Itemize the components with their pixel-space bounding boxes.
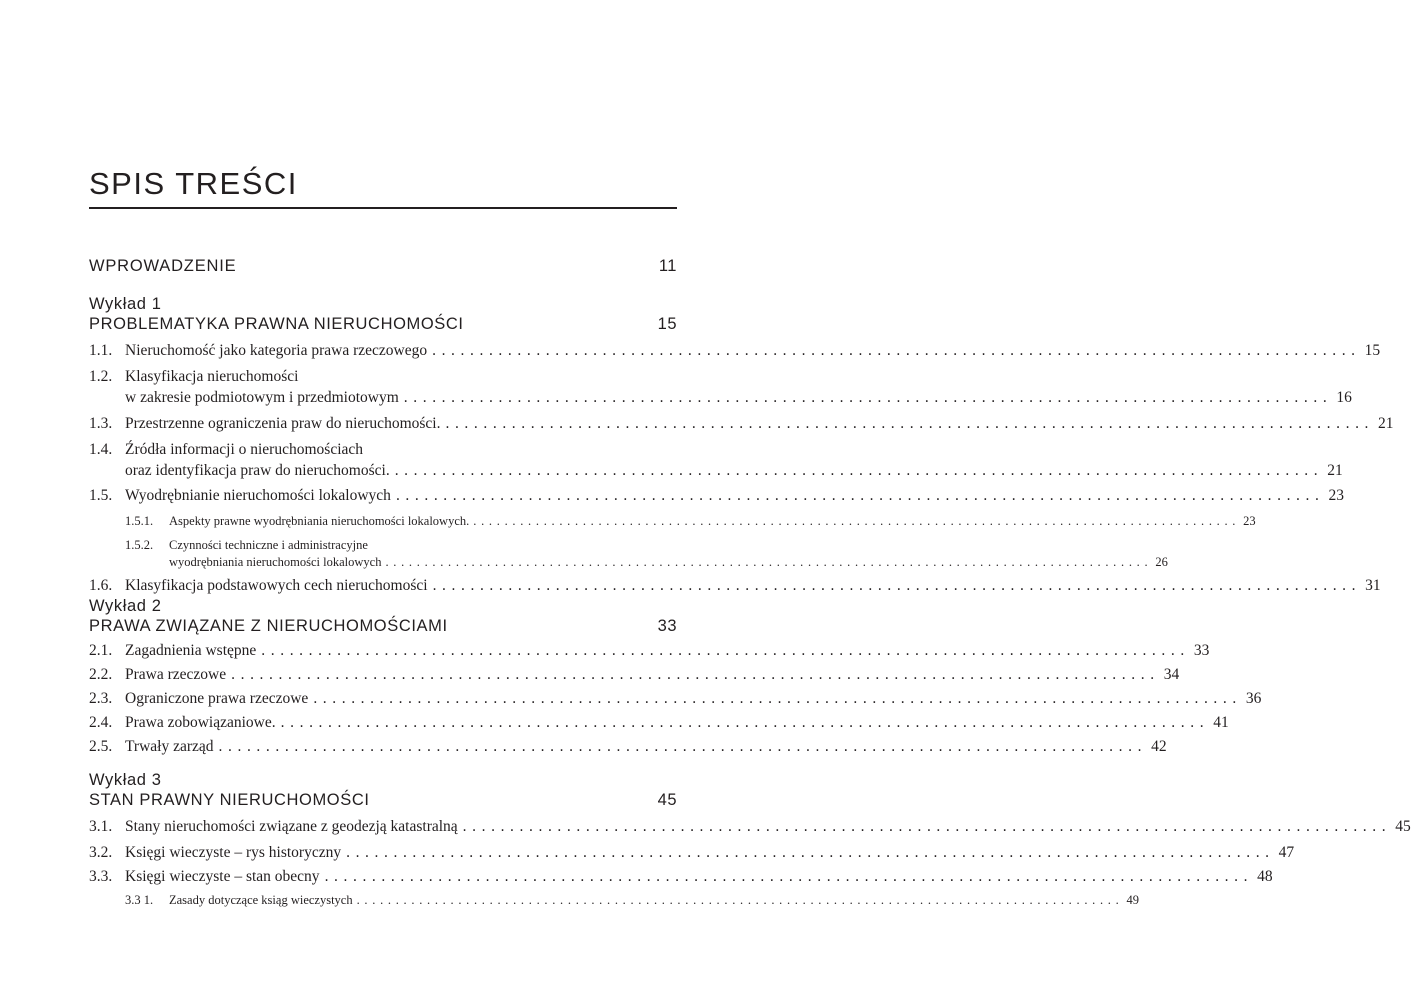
- toc-entry-2-2[interactable]: [89, 664, 1180, 685]
- intro-page: 11: [658, 257, 677, 275]
- entry-page: 16: [1336, 389, 1352, 406]
- entry-page: 42: [1151, 738, 1167, 755]
- entry-text: Prawa zobowiązaniowe.: [125, 714, 276, 731]
- toc-entry-1-3[interactable]: [89, 413, 1394, 434]
- toc-subentry-3-3-1[interactable]: [125, 892, 1139, 909]
- entry-text-cont: w zakresie podmiotowym i przedmiotowym: [125, 389, 399, 406]
- toc-entry-2-5[interactable]: [89, 736, 1167, 757]
- toc-entry-3-3[interactable]: [89, 866, 1273, 887]
- lecture-page: 33: [657, 617, 677, 635]
- entry-page: 41: [1213, 714, 1229, 731]
- lecture-3-heading[interactable]: [89, 770, 677, 810]
- subentry-text-cont: wyodrębniania nieruchomości lokalowych: [169, 555, 382, 569]
- page-title: SPIS TREŚCI: [89, 166, 298, 201]
- dot-leader: ..................................................................................................: [403, 389, 1333, 406]
- entry-number: 1.1.: [89, 342, 113, 359]
- dot-leader: ..................................................................................................: [356, 893, 1124, 907]
- dot-leader: ..................................................................................................: [218, 738, 1148, 755]
- subentry-text: Zasady dotyczące ksiąg wieczystych: [169, 893, 353, 907]
- entry-number: 2.1.: [89, 642, 113, 659]
- entry-text: Wyodrębnianie nieruchomości lokalowych: [125, 487, 391, 504]
- entry-number: 3.1.: [89, 818, 113, 835]
- lecture-label: Wykład 2: [89, 597, 162, 615]
- entry-text: Stany nieruchomości związane z geodezją katastralną: [125, 818, 458, 835]
- entry-text: Klasyfikacja podstawowych cech nieruchomości: [125, 577, 428, 594]
- entry-text: Trwały zarząd: [125, 738, 214, 755]
- entry-page: 23: [1328, 487, 1344, 504]
- subentry-page: 49: [1126, 893, 1139, 907]
- subentry-page: 23: [1243, 514, 1256, 528]
- toc-subentry-1-5-1[interactable]: [125, 513, 1256, 530]
- lecture-label: Wykład 1: [89, 295, 162, 313]
- toc-entry-2-4[interactable]: [89, 712, 1229, 733]
- subentry-number: 1.5.1.: [125, 514, 154, 528]
- toc-entry-1-5[interactable]: [89, 485, 1344, 506]
- dot-leader: ..................................................................................................: [432, 577, 1362, 594]
- toc-entry-1-6[interactable]: [89, 575, 1381, 596]
- entry-number: 2.3.: [89, 690, 113, 707]
- dot-leader: ..................................................................................................: [432, 342, 1361, 359]
- entry-text-cont: oraz identyfikacja praw do nieruchomości.: [125, 462, 390, 479]
- dot-leader: ..................................................................................................: [395, 487, 1325, 504]
- entry-page: 48: [1257, 868, 1273, 885]
- entry-page: 15: [1364, 342, 1381, 359]
- toc-entry-3-1[interactable]: [89, 816, 1411, 837]
- entry-page: 45: [1395, 818, 1411, 835]
- title-rule: [89, 207, 677, 209]
- subentry-number: 1.5.2.: [125, 538, 154, 552]
- entry-number: 2.4.: [89, 714, 113, 731]
- dot-leader: ..................................................................................................: [445, 415, 1375, 432]
- entry-text: Źródła informacji o nieruchomościach: [125, 441, 364, 458]
- entry-text: Klasyfikacja nieruchomości: [125, 368, 299, 385]
- lecture-1-heading[interactable]: [89, 294, 677, 334]
- entry-number: 1.5.: [89, 487, 113, 504]
- dot-leader: ..................................................................................................: [231, 666, 1160, 683]
- dot-leader: ..................................................................................................: [462, 818, 1392, 835]
- entry-number: 2.2.: [89, 666, 113, 683]
- entry-page: 33: [1193, 642, 1210, 659]
- entry-text: Zagadnienia wstępne: [125, 642, 257, 659]
- toc-intro[interactable]: [89, 256, 677, 276]
- entry-number: 1.4.: [89, 441, 113, 458]
- entry-text: Księgi wieczyste – stan obecny: [125, 868, 320, 885]
- intro-label: WPROWADZENIE: [89, 257, 237, 275]
- entry-page: 34: [1163, 666, 1180, 683]
- entry-number: 1.3.: [89, 415, 113, 432]
- dot-leader: ..................................................................................................: [324, 868, 1254, 885]
- entry-text: Prawa rzeczowe: [125, 666, 227, 683]
- subentry-text: Czynności techniczne i administracyjne: [169, 538, 368, 552]
- toc-entry-1-1[interactable]: [89, 340, 1381, 361]
- toc-subentry-1-5-2[interactable]: [125, 537, 1168, 571]
- entry-number: 3.2.: [89, 844, 113, 861]
- entry-page: 36: [1245, 690, 1262, 707]
- dot-leader: ..................................................................................................: [313, 690, 1242, 707]
- lecture-title: PRAWA ZWIĄZANE Z NIERUCHOMOŚCIAMI: [89, 617, 448, 635]
- dot-leader: ..................................................................................................: [473, 514, 1241, 528]
- entry-page: 31: [1365, 577, 1381, 594]
- entry-text: Nieruchomość jako kategoria prawa rzeczowego: [125, 342, 428, 359]
- subentry-text: Aspekty prawne wyodrębniania nieruchomości lokalowych.: [169, 514, 470, 528]
- dot-leader: ..................................................................................................: [280, 714, 1210, 731]
- entry-page: 21: [1378, 415, 1394, 432]
- lecture-label: Wykład 3: [89, 771, 162, 789]
- dot-leader: ..................................................................................................: [346, 844, 1275, 861]
- lecture-page: 15: [657, 315, 677, 333]
- entry-number: 1.6.: [89, 577, 113, 594]
- lecture-page: 45: [657, 791, 677, 809]
- lecture-title: PROBLEMATYKA PRAWNA NIERUCHOMOŚCI: [89, 315, 464, 333]
- entry-text: Ograniczone prawa rzeczowe: [125, 690, 309, 707]
- entry-text: Księgi wieczyste – rys historyczny: [125, 844, 342, 861]
- lecture-title: STAN PRAWNY NIERUCHOMOŚCI: [89, 791, 370, 809]
- toc-entry-1-4[interactable]: [89, 439, 1343, 481]
- subentry-page: 26: [1155, 555, 1168, 569]
- entry-number: 1.2.: [89, 368, 113, 385]
- dot-leader: ..................................................................................................: [261, 642, 1190, 659]
- toc-entry-2-1[interactable]: [89, 640, 1210, 661]
- entry-number: 2.5.: [89, 738, 113, 755]
- subentry-number: 3.3 1.: [125, 893, 154, 907]
- toc-entry-2-3[interactable]: [89, 688, 1262, 709]
- dot-leader: ..................................................................................................: [394, 462, 1324, 479]
- entry-page: 47: [1278, 844, 1295, 861]
- entry-number: 3.3.: [89, 868, 113, 885]
- toc-entry-1-2[interactable]: [89, 366, 1352, 408]
- lecture-2-heading[interactable]: [89, 596, 677, 636]
- toc-entry-3-2[interactable]: [89, 842, 1295, 863]
- dot-leader: ..................................................................................................: [385, 555, 1153, 569]
- entry-page: 21: [1327, 462, 1343, 479]
- entry-text: Przestrzenne ograniczenia praw do nieruchomości.: [125, 415, 441, 432]
